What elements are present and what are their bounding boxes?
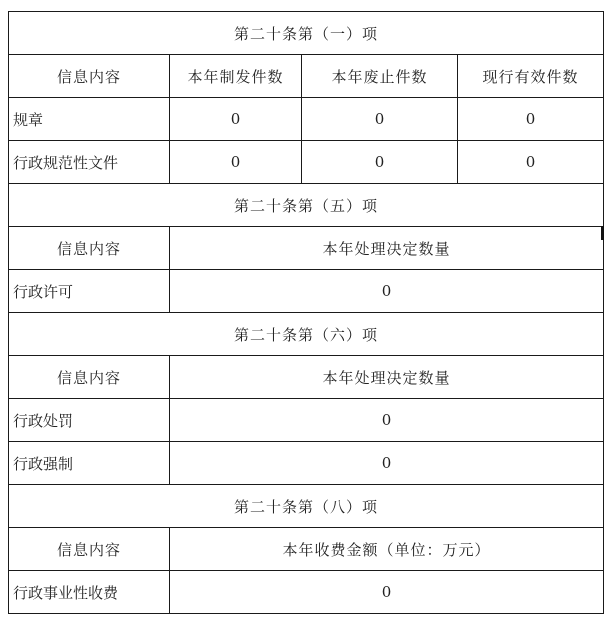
header-row — [9, 227, 604, 270]
header-fee-amount: 本年收费金额（单位：万元） — [170, 528, 604, 571]
header-issued-count: 本年制发件数 — [170, 55, 302, 98]
section-title-row — [9, 485, 604, 528]
row-label: 行政规范性文件 — [9, 141, 170, 184]
row-label: 行政许可 — [9, 270, 170, 313]
section-title-row — [9, 184, 604, 227]
table-row — [9, 270, 604, 313]
cell-value: 0 — [302, 98, 458, 141]
cell-value: 0 — [170, 98, 302, 141]
header-info-content: 信息内容 — [9, 227, 170, 270]
header-repealed-count: 本年废止件数 — [302, 55, 458, 98]
header-row — [9, 356, 604, 399]
row-label: 行政事业性收费 — [9, 571, 170, 614]
cell-value: 0 — [170, 141, 302, 184]
header-decision-count: 本年处理决定数量 — [170, 356, 604, 399]
header-row — [9, 55, 604, 98]
section-title-row — [9, 12, 604, 55]
disclosure-table — [8, 11, 604, 614]
table-row — [9, 442, 604, 485]
header-info-content: 信息内容 — [9, 528, 170, 571]
table-row — [9, 141, 604, 184]
cell-value: 0 — [170, 399, 604, 442]
section-title: 第二十条第（五）项 — [9, 184, 604, 227]
section-title: 第二十条第（一）项 — [9, 12, 604, 55]
cell-value: 0 — [170, 270, 604, 313]
row-label: 行政强制 — [9, 442, 170, 485]
section-title-row — [9, 313, 604, 356]
section-title: 第二十条第（六）项 — [9, 313, 604, 356]
cell-value: 0 — [302, 141, 458, 184]
cell-value: 0 — [458, 98, 604, 141]
cell-value: 0 — [170, 442, 604, 485]
section-title: 第二十条第（八）项 — [9, 485, 604, 528]
header-info-content: 信息内容 — [9, 356, 170, 399]
table-row — [9, 571, 604, 614]
row-label: 规章 — [9, 98, 170, 141]
table-row — [9, 399, 604, 442]
row-label: 行政处罚 — [9, 399, 170, 442]
cell-value: 0 — [170, 571, 604, 614]
table-row — [9, 98, 604, 141]
edge-mark — [601, 226, 604, 240]
header-decision-count: 本年处理决定数量 — [170, 227, 604, 270]
header-info-content: 信息内容 — [9, 55, 170, 98]
header-effective-count: 现行有效件数 — [458, 55, 604, 98]
header-row — [9, 528, 604, 571]
cell-value: 0 — [458, 141, 604, 184]
